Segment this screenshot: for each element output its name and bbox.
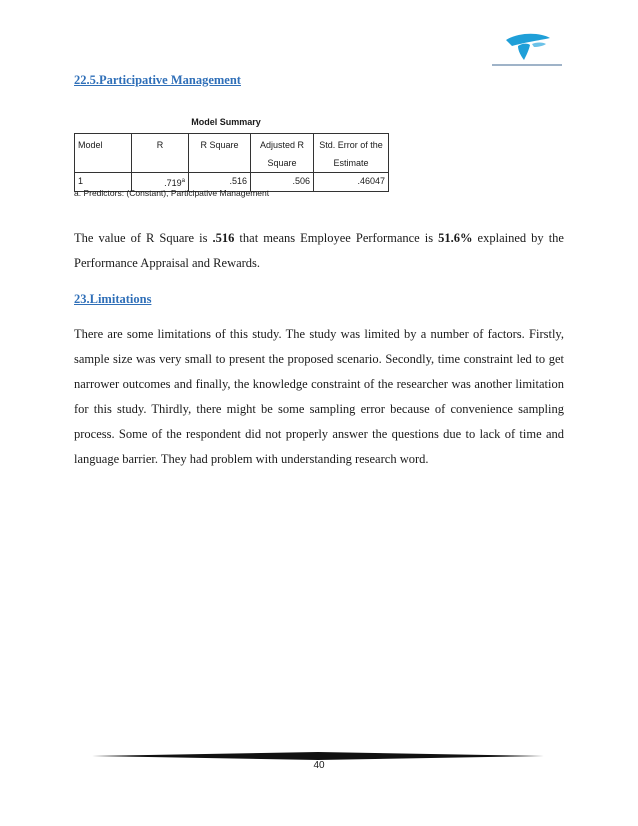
header-model: Model bbox=[75, 134, 132, 173]
interp-text-3: explained by the Performance Appraisal and Rewards. bbox=[74, 231, 564, 270]
cell-model: 1 bbox=[75, 173, 132, 192]
header-r: R bbox=[132, 134, 189, 173]
table-footnote: a. Predictors: (Constant), Participative Management bbox=[74, 188, 270, 198]
header-std-error bbox=[314, 134, 389, 173]
header-std-error-line1: Std. Error of the bbox=[319, 140, 383, 150]
cell-r-square: .516 bbox=[189, 173, 251, 192]
header-r-square: R Square bbox=[189, 134, 251, 173]
model-summary-table bbox=[74, 133, 389, 192]
header-std-error-line2: Estimate bbox=[333, 158, 369, 168]
interp-bold-percent: 51.6% bbox=[438, 231, 473, 245]
table-title: Model Summary bbox=[191, 117, 261, 127]
header-adjusted-line2: Square bbox=[267, 158, 297, 168]
section-heading-limitations: 23.Limitations bbox=[74, 292, 152, 306]
header-adjusted-r-square bbox=[251, 134, 314, 173]
interpretation-paragraph bbox=[74, 226, 564, 276]
cell-adj-r-square: .506 bbox=[251, 173, 314, 192]
logo-tagline bbox=[492, 62, 562, 70]
cell-r-value: .719 bbox=[164, 178, 182, 188]
table-header-row bbox=[75, 134, 389, 173]
interp-text-2: that means Employee Performance is bbox=[234, 231, 439, 245]
page-number: 40 bbox=[313, 760, 325, 771]
cell-std-error: .46047 bbox=[314, 173, 389, 192]
section-heading-participative: 22.5.Participative Management bbox=[74, 73, 241, 87]
header-adjusted-line1: Adjusted R bbox=[259, 140, 305, 150]
interp-bold-r-square: .516 bbox=[212, 231, 235, 245]
limitations-paragraph: There are some limitations of this study. The study was limited by a number of factors. Firstly, sample size was very small to present the proposed scenario. Secondly, time constraint led to get narrower outcomes and finally, the knowledge constraint of the researcher was another limitation for this study. Thirdly, there might be some sampling error because of convenience sampling process. Some of the respondent did not properly answer the questions due to lack of time and language barrier. They had problem with understanding research word. bbox=[74, 327, 564, 466]
interp-text-1: The value of R Square is bbox=[74, 231, 213, 245]
cell-r-superscript: a bbox=[181, 178, 185, 184]
